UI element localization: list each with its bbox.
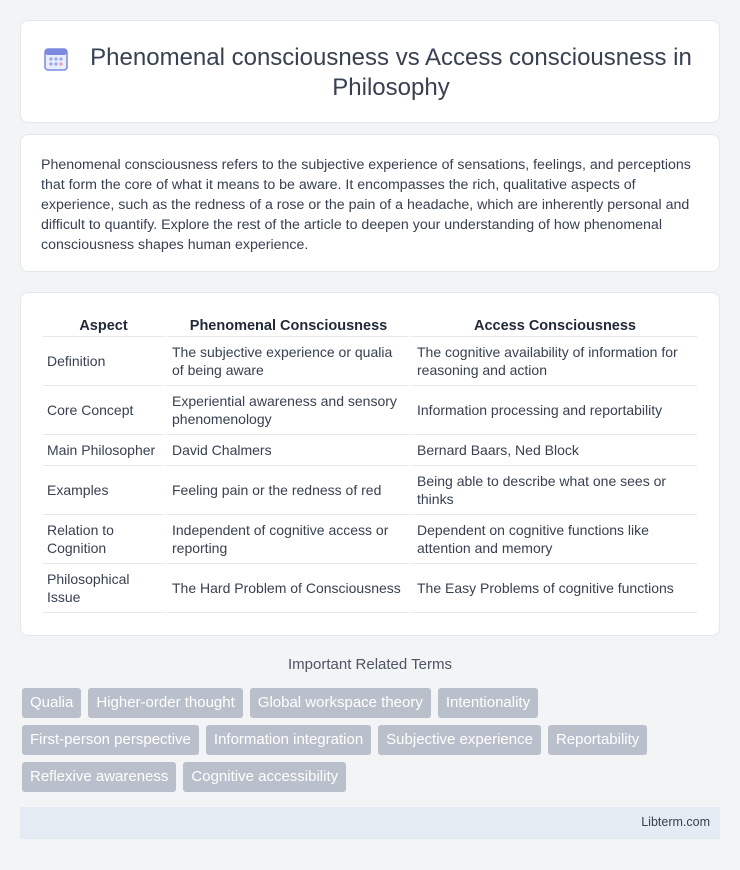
tag-first-person-perspective[interactable]: First-person perspective <box>22 725 199 755</box>
footer <box>20 807 720 839</box>
tag-reflexive-awareness[interactable]: Reflexive awareness <box>22 762 176 792</box>
tag-reportability[interactable]: Reportability <box>548 725 647 755</box>
comparison-table <box>43 311 697 613</box>
title-card <box>20 20 720 123</box>
phenomenal-cell: The Hard Problem of Consciousness <box>164 564 409 613</box>
aspect-cell: Definition <box>43 337 164 386</box>
tag-qualia[interactable]: Qualia <box>22 688 81 718</box>
table-row <box>43 564 697 613</box>
phenomenal-cell: The subjective experience or qualia of being aware <box>164 337 409 386</box>
access-cell: Being able to describe what one sees or thinks <box>409 466 697 515</box>
table-row <box>43 466 697 515</box>
table-header-row <box>43 311 697 337</box>
table-row <box>43 515 697 564</box>
aspect-cell: Core Concept <box>43 386 164 435</box>
related-terms-heading: Important Related Terms <box>288 656 452 673</box>
table-row <box>43 386 697 435</box>
page-title: Phenomenal consciousness vs Access consciousness in Philosophy <box>90 44 692 101</box>
access-cell: Information processing and reportability <box>409 386 697 435</box>
footer-site-link[interactable]: Libterm.com <box>641 815 710 829</box>
calendar-icon <box>41 44 71 74</box>
aspect-cell: Relation to Cognition <box>43 515 164 564</box>
tag-intentionality[interactable]: Intentionality <box>438 688 538 718</box>
phenomenal-cell: Feeling pain or the redness of red <box>164 466 409 515</box>
phenomenal-cell: Independent of cognitive access or reporting <box>164 515 409 564</box>
related-terms-list <box>22 688 722 792</box>
intro-paragraph: Phenomenal consciousness refers to the subjective experience of sensations, feelings, and perceptions that form the core of what it means to be aware. It encompasses the rich, qualitative aspects of experience, such as the redness of a rose or the pain of a headache, which are inherently personal and difficult to quantify. Explore the rest of the article to deepen your understanding of how phenomenal consciousness shapes human experience. <box>41 157 691 253</box>
phenomenal-cell: Experiential awareness and sensory phenomenology <box>164 386 409 435</box>
comparison-card <box>20 292 720 636</box>
table-row <box>43 435 697 466</box>
header-access: Access Consciousness <box>409 311 697 337</box>
header-aspect: Aspect <box>43 311 164 337</box>
aspect-cell: Main Philosopher <box>43 435 164 466</box>
tag-global-workspace-theory[interactable]: Global workspace theory <box>250 688 431 718</box>
aspect-cell: Examples <box>43 466 164 515</box>
access-cell: Dependent on cognitive functions like attention and memory <box>409 515 697 564</box>
title-wrap <box>41 43 699 103</box>
phenomenal-cell: David Chalmers <box>164 435 409 466</box>
access-cell: The cognitive availability of information for reasoning and action <box>409 337 697 386</box>
tag-cognitive-accessibility[interactable]: Cognitive accessibility <box>183 762 346 792</box>
tag-subjective-experience[interactable]: Subjective experience <box>378 725 541 755</box>
header-phenomenal: Phenomenal Consciousness <box>164 311 409 337</box>
access-cell: The Easy Problems of cognitive functions <box>409 564 697 613</box>
access-cell: Bernard Baars, Ned Block <box>409 435 697 466</box>
tag-information-integration[interactable]: Information integration <box>206 725 371 755</box>
table-row <box>43 337 697 386</box>
aspect-cell: Philosophical Issue <box>43 564 164 613</box>
tag-higher-order-thought[interactable]: Higher-order thought <box>88 688 242 718</box>
intro-card <box>20 134 720 272</box>
